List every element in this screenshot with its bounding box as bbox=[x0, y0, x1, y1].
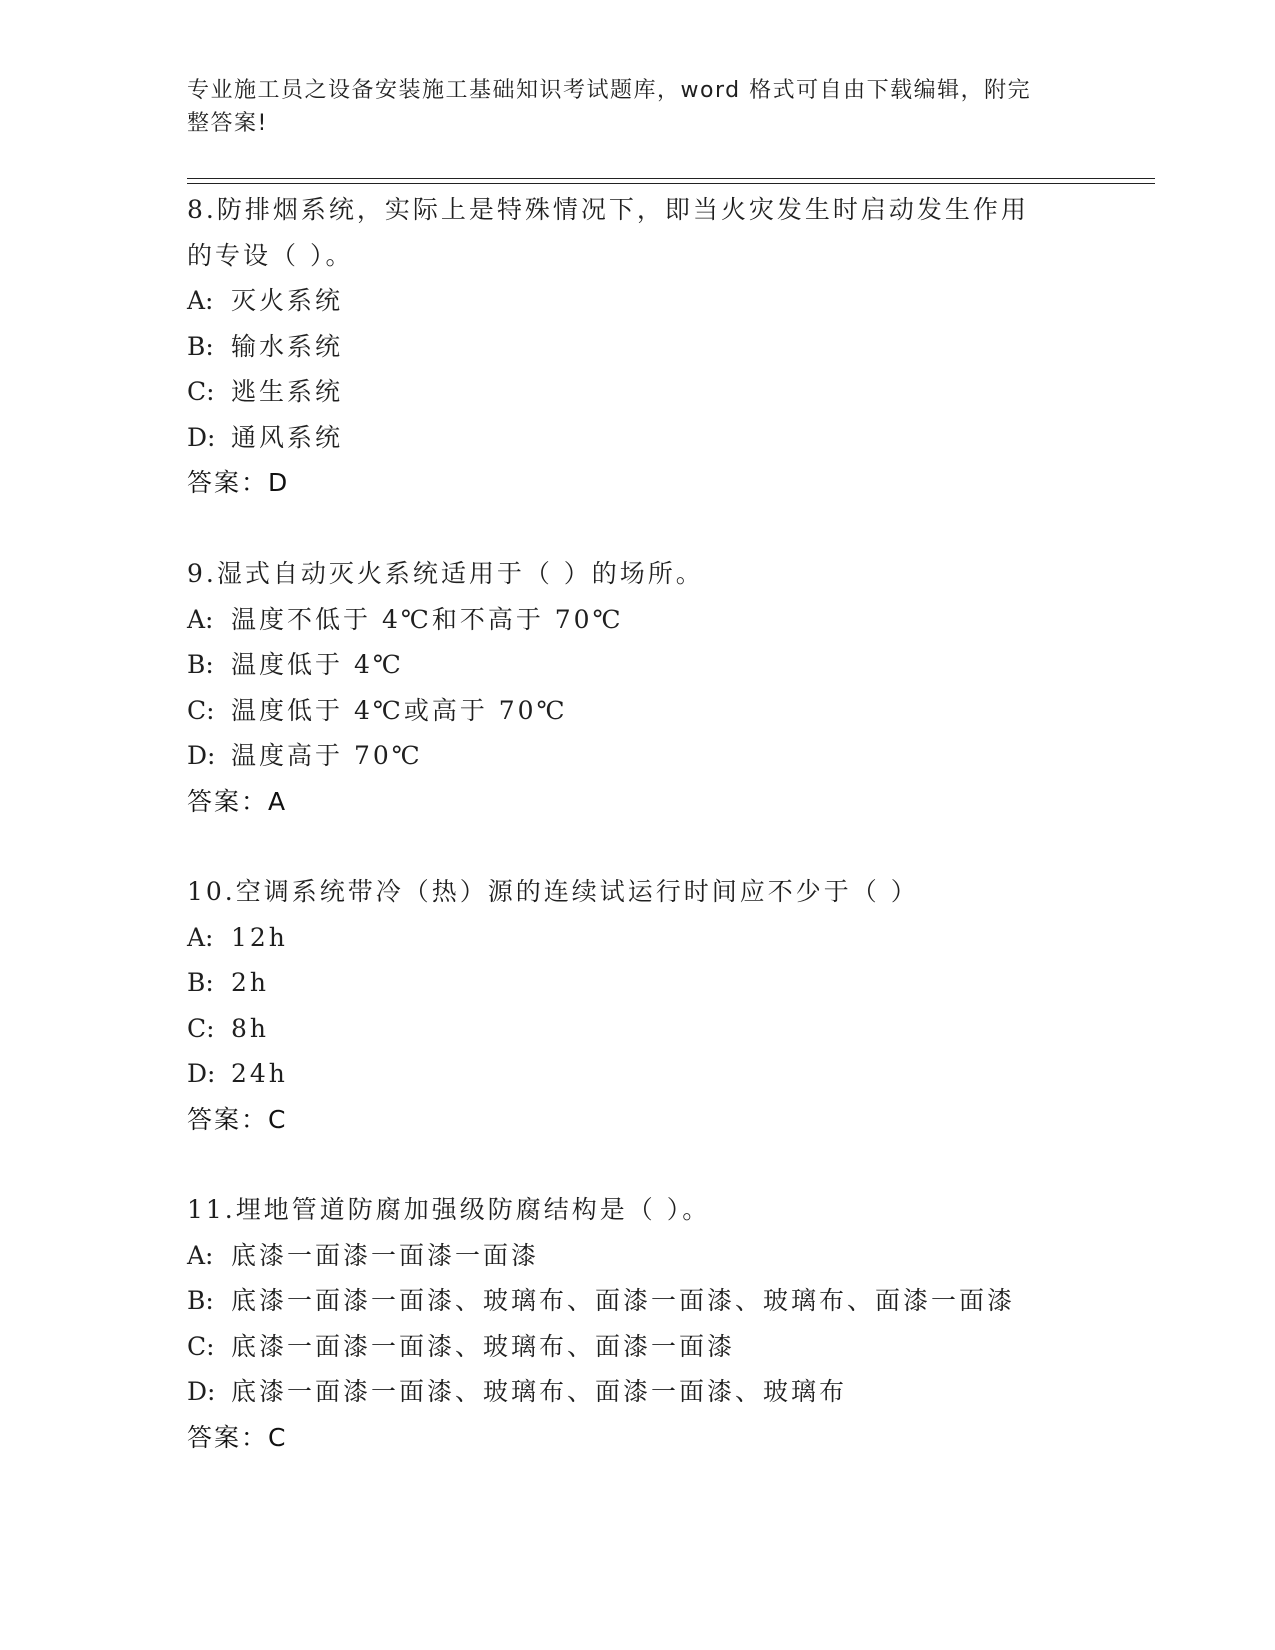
option-text: 底漆一面漆一面漆、玻璃布、面漆一面漆、玻璃布 bbox=[231, 1377, 848, 1406]
option-letter: D: bbox=[187, 422, 216, 452]
option-text: 输水系统 bbox=[231, 331, 344, 361]
option-letter: C: bbox=[187, 695, 215, 725]
answer: 答案：C bbox=[187, 1104, 288, 1134]
option-text: 温度高于 70℃ bbox=[231, 741, 423, 770]
option-letter: C: bbox=[187, 1013, 215, 1043]
option-letter: C: bbox=[187, 377, 215, 406]
option-b bbox=[187, 324, 1087, 370]
option-d bbox=[187, 733, 1087, 779]
question-stem: 10.空调系统带冷（热）源的连续试运行时间应不少于（ ） bbox=[187, 877, 919, 906]
option-letter: D: bbox=[187, 741, 216, 770]
question-11 bbox=[187, 1187, 1087, 1460]
question-stem: 11.埋地管道防腐加强级防腐结构是（ ）。 bbox=[187, 1195, 711, 1224]
option-text: 12h bbox=[231, 922, 288, 952]
answer: 答案：C bbox=[187, 1422, 288, 1452]
option-d bbox=[187, 415, 1087, 461]
question-stem-continued: 的专设（ ）。 bbox=[187, 240, 354, 270]
option-b bbox=[187, 1278, 1087, 1324]
option-letter: B: bbox=[187, 650, 214, 679]
option-letter: B: bbox=[187, 331, 214, 361]
answer: 答案：D bbox=[187, 468, 290, 497]
question-10 bbox=[187, 869, 1087, 1142]
option-text: 通风系统 bbox=[231, 422, 344, 452]
answer: 答案：A bbox=[187, 786, 288, 816]
option-text: 2h bbox=[231, 968, 270, 997]
option-text: 底漆一面漆一面漆、玻璃布、面漆一面漆、玻璃布、面漆一面漆 bbox=[231, 1286, 1016, 1315]
option-d bbox=[187, 1369, 1087, 1415]
option-text: 温度不低于 4℃和不高于 70℃ bbox=[231, 604, 624, 634]
option-letter: D: bbox=[187, 1059, 216, 1088]
option-a bbox=[187, 1233, 1087, 1279]
option-text: 24h bbox=[231, 1059, 288, 1088]
option-letter: A: bbox=[187, 922, 214, 952]
option-a bbox=[187, 278, 1087, 324]
option-text: 底漆一面漆一面漆、玻璃布、面漆一面漆 bbox=[231, 1331, 736, 1361]
option-letter: C: bbox=[187, 1331, 215, 1361]
option-letter: D: bbox=[187, 1377, 216, 1406]
question-9 bbox=[187, 551, 1087, 824]
question-stem: 9.湿式自动灭火系统适用于（ ）的场所。 bbox=[187, 559, 704, 588]
option-letter: B: bbox=[187, 968, 214, 997]
header-divider-top bbox=[187, 178, 1155, 179]
option-text: 温度低于 4℃ bbox=[231, 650, 404, 679]
option-a bbox=[187, 915, 1087, 961]
option-b bbox=[187, 960, 1087, 1006]
option-text: 温度低于 4℃或高于 70℃ bbox=[231, 695, 568, 725]
question-8 bbox=[187, 187, 1087, 506]
option-letter: A: bbox=[187, 604, 214, 634]
header-divider-bottom bbox=[187, 183, 1155, 184]
header-line-2: 整答案! bbox=[187, 111, 268, 136]
option-letter: B: bbox=[187, 1286, 214, 1315]
option-c bbox=[187, 688, 1087, 734]
option-text: 灭火系统 bbox=[231, 286, 344, 315]
option-text: 逃生系统 bbox=[231, 377, 344, 406]
option-text: 底漆一面漆一面漆一面漆 bbox=[231, 1240, 540, 1270]
option-c bbox=[187, 1324, 1087, 1370]
option-c bbox=[187, 369, 1087, 415]
option-letter: A: bbox=[187, 1240, 214, 1270]
document-header bbox=[187, 74, 1047, 140]
option-d bbox=[187, 1051, 1087, 1097]
option-b bbox=[187, 642, 1087, 688]
option-letter: A: bbox=[187, 286, 214, 315]
option-c bbox=[187, 1006, 1087, 1052]
option-a bbox=[187, 597, 1087, 643]
question-stem: 8.防排烟系统，实际上是特殊情况下，即当火灾发生时启动发生作用 bbox=[187, 195, 1029, 224]
header-line-1: 专业施工员之设备安装施工基础知识考试题库，word 格式可自由下载编辑，附完 bbox=[187, 78, 1032, 103]
option-text: 8h bbox=[231, 1013, 270, 1043]
